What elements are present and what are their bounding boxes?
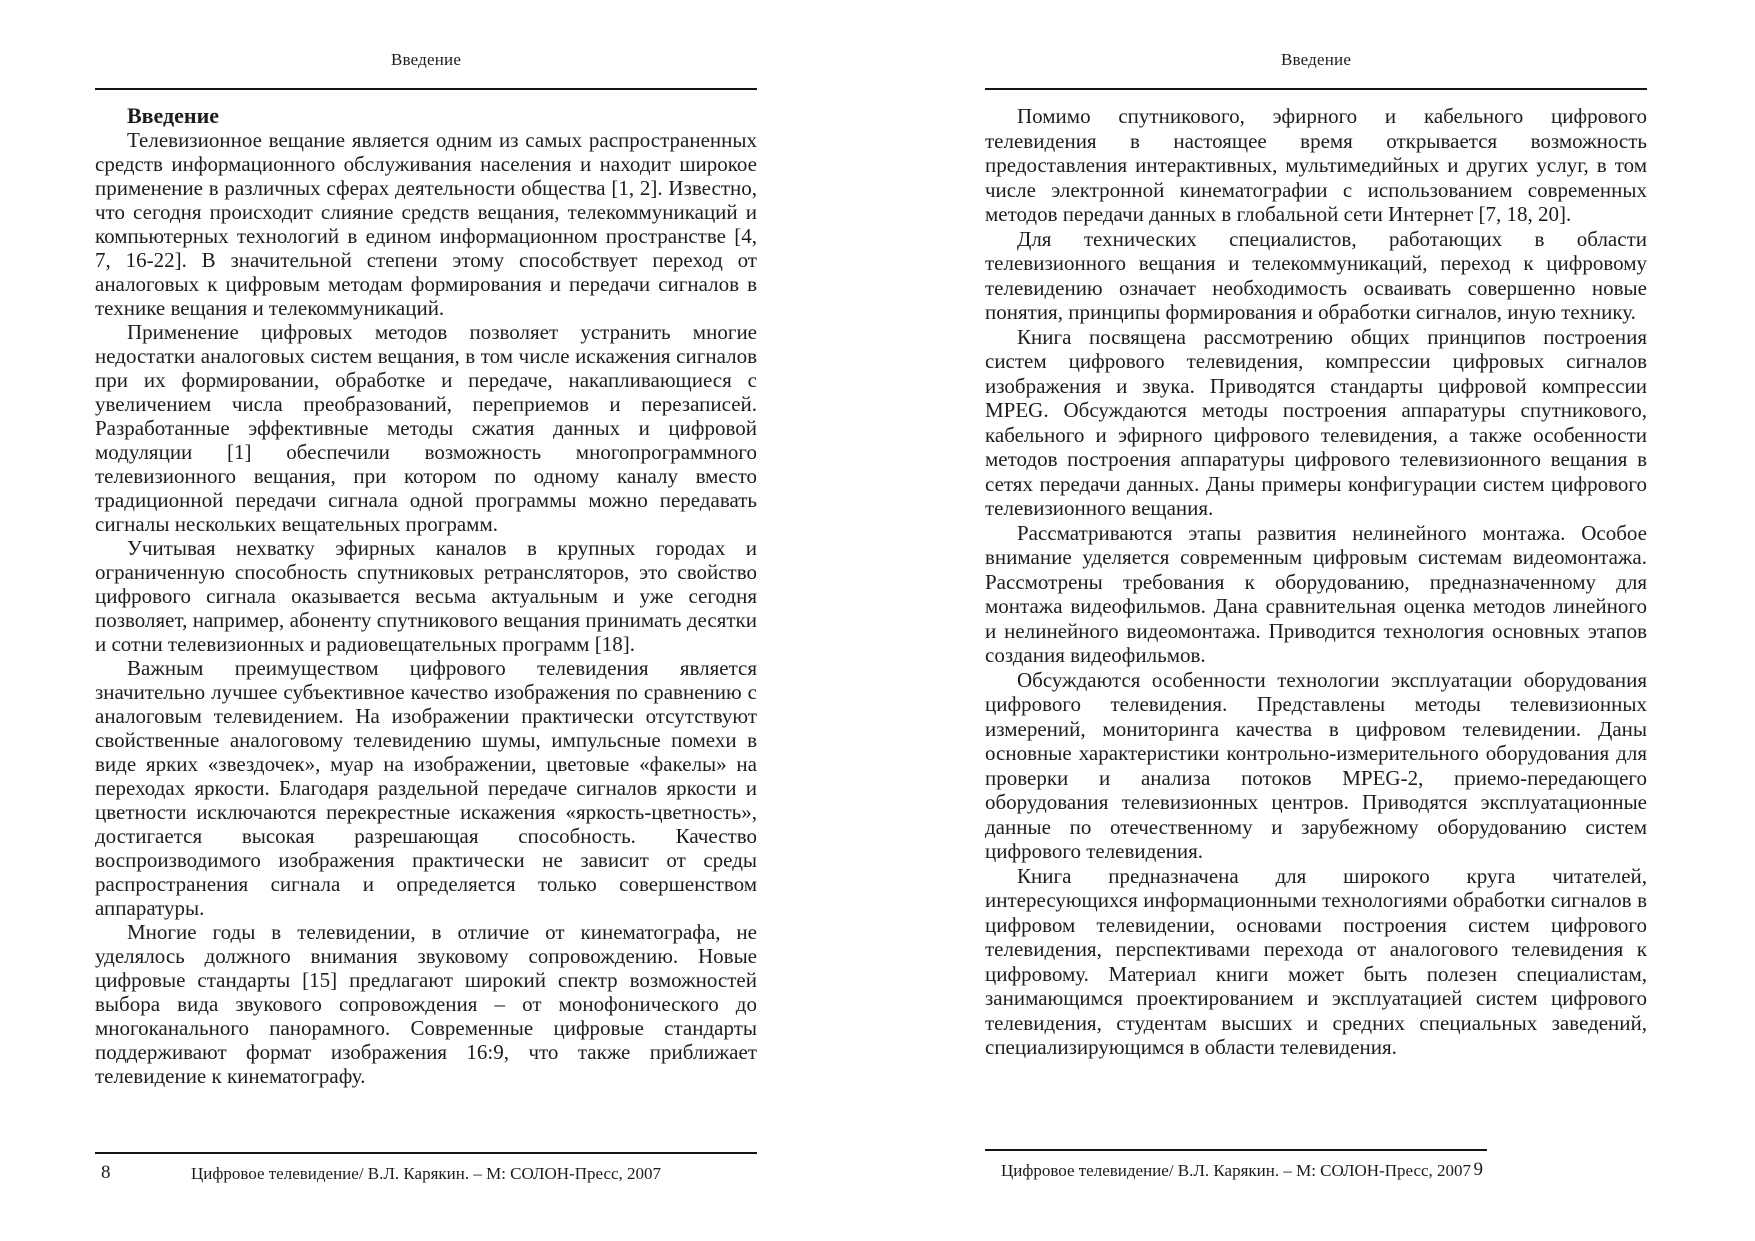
paragraph: Учитывая нехватку эфирных каналов в крупных городах и ограниченную способность спутниковых ретрансляторов, это свойство цифрового сигнала оказывается весьма актуальным и уже сегодня позволяет, например, абоненту спутникового вещания принимать десятки и сотни телевизионных и радиовещательных программ [18]. <box>95 536 757 656</box>
page-number: 8 <box>101 1162 111 1183</box>
running-head: Введение <box>390 50 462 69</box>
paragraph: Применение цифровых методов позволяет устранить многие недостатки аналоговых систем вещания, в том числе искажения сигналов при их формировании, обработке и передаче, накапливающиеся с увеличением числа преобразований, переприемов и перезаписей. Разработанные эффективные методы сжатия данных и цифровой модуляции [1] обеспечили возможность многопрограммного телевизионного вещания, при котором по одному каналу вместо традиционной передачи сигнала одной программы можно передавать сигналы нескольких вещательных программ. <box>95 320 757 536</box>
page-body <box>985 104 1647 1060</box>
page-footer <box>985 1149 1487 1181</box>
header-rule <box>95 88 757 90</box>
page-number: 9 <box>1473 1159 1483 1180</box>
footer-citation: Цифровое телевидение/ В.Л. Карякин. – М: СОЛОН-Пресс, 2007 <box>190 1164 662 1183</box>
page-right <box>985 0 1647 1241</box>
paragraph: Важным преимуществом цифрового телевидения является значительно лучшее субъективное качество изображения по сравнению с аналоговым телевидением. На изображении практически отсутствуют свойственные аналоговому телевидению шумы, импульсные помехи в виде ярких «звездочек», муар на изображении, цветовые «факелы» на переходах яркости. Благодаря раздельной передаче сигналов яркости и цветности исключаются перекрестные искажения «яркость-цветность», достигается высокая разрешающая способность. Качество воспроизводимого изображения практически не зависит от среды распространения сигнала и определяется только совершенством аппаратуры. <box>95 656 757 920</box>
paragraph: Помимо спутникового, эфирного и кабельного цифрового телевидения в настоящее время открывается возможность предоставления интерактивных, мультимедийных и других услуг, в том числе электронной кинематографии с использованием современных методов передачи данных в глобальной сети Интернет [7, 18, 20]. <box>985 104 1647 226</box>
paragraph: Для технических специалистов, работающих в области телевизионного вещания и телекоммуникаций, переход к цифровому телевидению означает необходимость осваивать совершенно новые понятия, принципы формирования и обработки сигналов, иную технику. <box>985 226 1647 324</box>
section-heading: Введение <box>127 103 220 128</box>
paragraph: Книга предназначена для широкого круга читателей, интересующихся информационными технологиями обработки сигналов в цифровом телевидении, основами построения систем цифрового телевидения, перспективами перехода от аналогового телевидения к цифровому. Материал книги может быть полезен специалистам, занимающимся проектированием и эксплуатацией систем цифрового телевидения, студентам высших и средних специальных заведений, специализирующимся в области телевидения. <box>985 863 1647 1059</box>
page-left <box>95 0 757 1241</box>
footer-citation: Цифровое телевидение/ В.Л. Карякин. – М: СОЛОН-Пресс, 2007 <box>1000 1161 1472 1180</box>
running-head: Введение <box>1280 50 1352 69</box>
paragraph: Рассматриваются этапы развития нелинейного монтажа. Особое внимание уделяется современным цифровым системам видеомонтажа. Рассмотрены требования к оборудованию, предназначенному для монтажа видеофильмов. Дана сравнительная оценка методов линейного и нелинейного видеомонтажа. Приводится технология основных этапов создания видеофильмов. <box>985 520 1647 667</box>
page-body <box>95 104 757 1088</box>
paragraph: Книга посвящена рассмотрению общих принципов построения систем цифрового телевидения, компрессии цифровых сигналов изображения и звука. Приводятся стандарты цифровой компрессии MPEG. Обсуждаются методы построения аппаратуры спутникового, кабельного и эфирного цифрового телевидения, а также особенности методов построения аппаратуры цифрового телевизионного вещания в сетях передачи данных. Даны примеры конфигурации систем цифрового телевизионного вещания. <box>985 324 1647 520</box>
header-rule <box>985 88 1647 90</box>
paragraph: Обсуждаются особенности технологии эксплуатации оборудования цифрового телевидения. Представлены методы телевизионных измерений, мониторинга качества в цифровом телевидении. Даны основные характеристики контрольно-измерительного оборудования для проверки и анализа потоков MPEG-2, приемо-передающего оборудования телевизионных центров. Приводятся эксплуатационные данные по отечественному и зарубежному оборудованию систем цифрового телевидения. <box>985 667 1647 863</box>
paragraph: Многие годы в телевидении, в отличие от кинематографа, не уделялось должного внимания звуковому сопровождению. Новые цифровые стандарты [15] предлагают широкий спектр возможностей выбора вида звукового сопровождения – от монофонического до многоканального панорамного. Современные цифровые стандарты поддерживают формат изображения 16:9, что также приближает телевидение к кинематографу. <box>95 920 757 1088</box>
paragraph: Телевизионное вещание является одним из самых распространенных средств информационного обслуживания населения и находит широкое применение в различных сферах деятельности общества [1, 2]. Известно, что сегодня происходит слияние средств вещания, телекоммуникаций и компьютерных технологий в едином информационном пространстве [4, 7, 16-22]. В значительной степени этому способствует переход от аналоговых к цифровым методам формирования и передачи сигналов в технике вещания и телекоммуникаций. <box>95 128 757 320</box>
page-footer <box>95 1152 757 1184</box>
